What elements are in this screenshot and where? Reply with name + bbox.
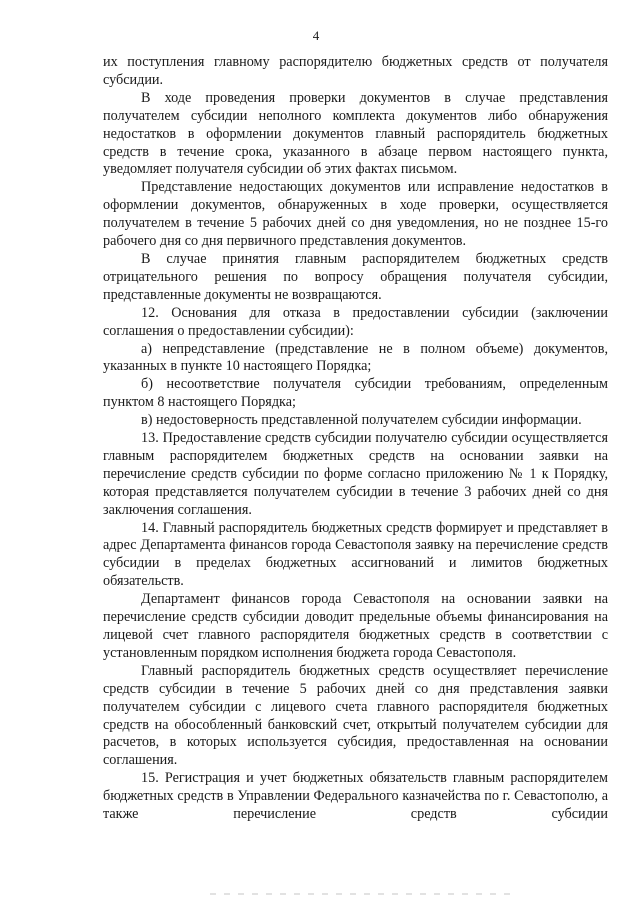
paragraph-missing-documents: Представление недостающих документов или исправление недостатков в оформлении документов, обнаруженных в ходе проверки, осуществляется получателем в течение 5 рабочих дней со дня уведомления, но не позднее 15-го рабочего дня со дня первичного представления документов. — [103, 179, 608, 250]
paragraph-item-15: 15. Регистрация и учет бюджетных обязательств главным распорядителем бюджетных средств в Управлении Федерального казначейства по г. Севастополю, а также перечисление средств субсидии — [103, 770, 608, 823]
paragraph-check-procedure: В ходе проведения проверки документов в случае представления получателем субсидии неполного комплекта документов либо обнаружения недостатков в оформлении документов главный распорядитель бюджетных средств в течение срока, указанного в абзаце первом настоящего пункта, уведомляет получателя субсидии об этих фактах письмом. — [103, 89, 608, 178]
paragraph-negative-decision: В случае принятия главным распорядителем бюджетных средств отрицательного решения по вопросу обращения получателя субсидии, представленные документы не возвращаются. — [103, 250, 608, 303]
paragraph-item-12b: б) несоответствие получателя субсидии требованиям, определенным пунктом 8 настоящего Порядка; — [103, 376, 608, 411]
document-body — [103, 54, 608, 824]
paragraph-item-14: 14. Главный распорядитель бюджетных средств формирует и представляет в адрес Департамента финансов города Севастополя заявку на перечисление средств субсидии в пределах бюджетных ассигнований и лимитов бюджетных обязательств. — [103, 519, 608, 590]
paragraph-item-13: 13. Предоставление средств субсидии получателю субсидии осуществляется главным распорядителем бюджетных средств на основании заявки на перечисление средств субсидии по форме согласно приложению № 1 к Порядку, которая представляется получателем субсидии в течение 3 рабочих дней со дня заключения соглашения. — [103, 430, 608, 518]
paragraph-item-12: 12. Основания для отказа в предоставлении субсидии (заключении соглашения о предоставлении субсидии): — [103, 304, 608, 339]
scan-artifact — [210, 893, 510, 895]
paragraph-item-12a: а) непредставление (представление не в полном объеме) документов, указанных в пункте 10 настоящего Порядка; — [103, 340, 608, 375]
paragraph-continuation: их поступления главному распорядителю бюджетных средств от получателя субсидии. — [103, 54, 608, 88]
paragraph-finance-department: Департамент финансов города Севастополя на основании заявки на перечисление средств субсидии доводит предельные объемы финансирования на лицевой счет главного распорядителя бюджетных средств в соответствии с установленным порядком исполнения бюджета города Севастополя. — [103, 591, 608, 661]
paragraph-transfer: Главный распорядитель бюджетных средств осуществляет перечисление средств субсидии в течение 5 рабочих дней со дня представления заявки получателем субсидии с лицевого счета главного распорядителя бюджетных средств на обособленный банковский счет, открытый получателем субсидии для расчетов, в которых используется субсидия, предоставленная на основании соглашения. — [103, 662, 608, 769]
page-number: 4 — [312, 28, 320, 43]
paragraph-item-12c: в) недостоверность представленной получателем субсидии информации. — [141, 412, 582, 429]
